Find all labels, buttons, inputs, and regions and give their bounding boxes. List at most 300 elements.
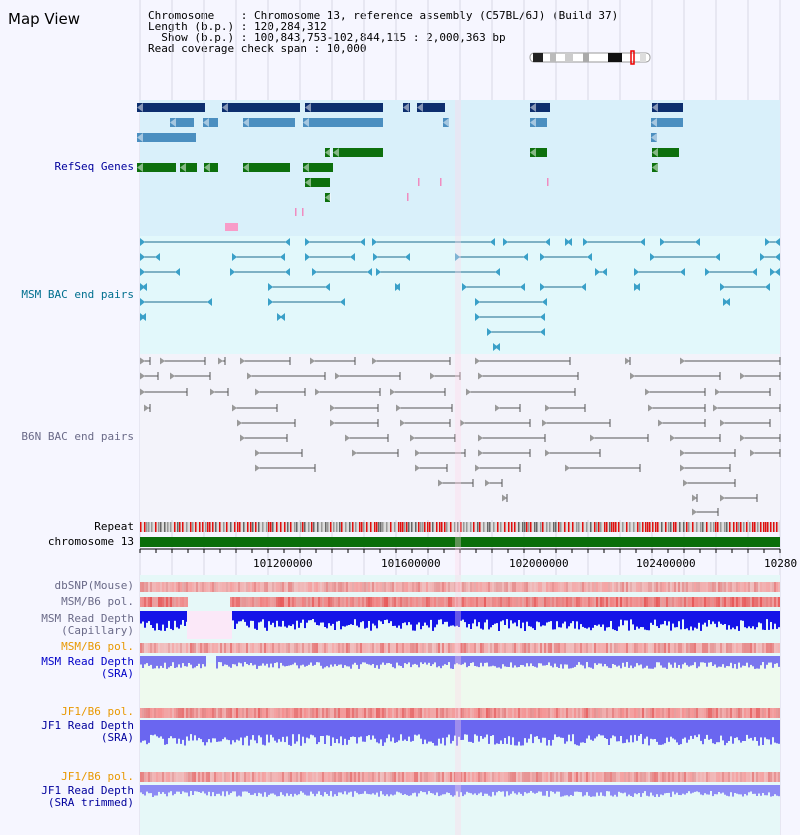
polymorphism-cell — [302, 772, 304, 782]
depth-bar — [632, 785, 634, 797]
depth-bar — [708, 720, 710, 740]
polymorphism-cell — [178, 708, 180, 718]
depth-bar — [768, 720, 770, 740]
polymorphism-cell — [452, 643, 454, 653]
polymorphism-cell — [266, 708, 268, 718]
polymorphism-cell — [278, 772, 280, 782]
polymorphism-cell — [668, 772, 670, 782]
depth-bar — [222, 720, 224, 739]
depth-bar — [328, 785, 330, 796]
depth-bar — [696, 611, 698, 629]
depth-bar — [388, 611, 390, 623]
polymorphism-cell — [288, 772, 290, 782]
polymorphism-cell — [586, 708, 588, 718]
depth-bar — [658, 611, 660, 628]
polymorphism-cell — [632, 708, 634, 718]
polymorphism-cell — [652, 772, 654, 782]
label-dbsnp[interactable]: dbSNP(Mouse) — [54, 579, 134, 592]
polymorphism-cell — [596, 643, 598, 653]
polymorphism-cell — [370, 772, 372, 782]
polymorphism-cell — [416, 582, 418, 592]
depth-bar — [298, 656, 300, 668]
polymorphism-cell — [560, 582, 562, 592]
label-msm-bac[interactable]: MSM BAC end pairs — [21, 288, 134, 301]
depth-bar — [552, 656, 554, 667]
depth-bar — [740, 656, 742, 668]
polymorphism-cell — [484, 772, 486, 782]
depth-bar — [620, 656, 622, 668]
depth-bar — [262, 611, 264, 619]
polymorphism-cell — [292, 643, 294, 653]
depth-bar — [364, 720, 366, 742]
depth-bar — [364, 656, 366, 663]
depth-bar — [674, 611, 676, 627]
depth-bar — [294, 656, 296, 663]
depth-bar — [506, 720, 508, 744]
depth-bar — [676, 785, 678, 793]
repeat-element — [186, 522, 188, 532]
polymorphism-cell — [408, 643, 410, 653]
polymorphism-cell — [194, 582, 196, 592]
depth-bar — [538, 656, 540, 663]
polymorphism-cell — [736, 708, 738, 718]
polymorphism-cell — [278, 643, 280, 653]
depth-bar — [650, 611, 652, 623]
label-msm-depth-sra[interactable]: MSM Read Depth (SRA) — [41, 655, 134, 680]
depth-bar — [730, 785, 732, 792]
polymorphism-cell — [328, 708, 330, 718]
polymorphism-cell — [372, 772, 374, 782]
repeat-element — [763, 522, 765, 532]
polymorphism-cell — [156, 708, 158, 718]
polymorphism-cell — [724, 772, 726, 782]
polymorphism-cell — [558, 643, 560, 653]
repeat-element — [518, 522, 520, 532]
depth-bar — [310, 720, 312, 735]
polymorphism-cell — [362, 582, 364, 592]
repeat-element — [524, 522, 526, 532]
depth-bar — [370, 656, 372, 665]
polymorphism-cell — [594, 582, 596, 592]
polymorphism-cell — [516, 597, 518, 607]
depth-bar — [174, 611, 176, 621]
depth-bar — [656, 611, 658, 626]
depth-bar — [388, 785, 390, 796]
depth-bar — [306, 720, 308, 738]
polymorphism-cell — [732, 772, 734, 782]
depth-bar — [182, 656, 184, 663]
depth-bar — [684, 785, 686, 795]
depth-bar — [516, 611, 518, 626]
repeat-element — [144, 522, 146, 532]
repeat-element — [726, 522, 728, 532]
polymorphism-cell — [752, 708, 754, 718]
label-repeat[interactable]: Repeat — [94, 520, 134, 533]
polymorphism-cell — [696, 582, 698, 592]
polymorphism-cell — [734, 708, 736, 718]
depth-bar — [368, 611, 370, 621]
depth-bar — [378, 656, 380, 669]
depth-bar — [396, 720, 398, 742]
polymorphism-cell — [594, 772, 596, 782]
polymorphism-cell — [576, 582, 578, 592]
polymorphism-cell — [152, 582, 154, 592]
depth-bar — [332, 656, 334, 667]
depth-bar — [194, 720, 196, 735]
depth-bar — [226, 785, 228, 791]
polymorphism-cell — [156, 597, 158, 607]
polymorphism-cell — [576, 643, 578, 653]
depth-bar — [600, 611, 602, 627]
polymorphism-cell — [354, 582, 356, 592]
polymorphism-cell — [366, 582, 368, 592]
depth-bar — [172, 720, 174, 738]
polymorphism-cell — [574, 582, 576, 592]
repeat-element — [345, 522, 347, 532]
depth-bar — [148, 785, 150, 793]
polymorphism-cell — [760, 772, 762, 782]
polymorphism-cell — [406, 643, 408, 653]
depth-bar — [436, 785, 438, 793]
polymorphism-cell — [348, 772, 350, 782]
polymorphism-cell — [518, 708, 520, 718]
depth-bar — [688, 720, 690, 740]
depth-bar — [302, 656, 304, 665]
polymorphism-cell — [332, 597, 334, 607]
polymorphism-cell — [180, 597, 182, 607]
depth-bar — [242, 785, 244, 792]
depth-bar — [742, 785, 744, 797]
polymorphism-cell — [344, 582, 346, 592]
polymorphism-cell — [748, 772, 750, 782]
depth-bar — [336, 785, 338, 796]
polymorphism-cell — [396, 643, 398, 653]
polymorphism-cell — [186, 597, 188, 607]
polymorphism-cell — [512, 597, 514, 607]
polymorphism-cell — [256, 643, 258, 653]
polymorphism-cell — [510, 772, 512, 782]
polymorphism-cell — [586, 582, 588, 592]
depth-bar — [466, 720, 468, 735]
polymorphism-cell — [550, 597, 552, 607]
polymorphism-cell — [672, 582, 674, 592]
polymorphism-cell — [542, 582, 544, 592]
depth-bar — [360, 656, 362, 664]
polymorphism-cell — [396, 597, 398, 607]
depth-bar — [570, 720, 572, 741]
depth-bar — [156, 785, 158, 796]
polymorphism-cell — [700, 597, 702, 607]
depth-bar — [182, 611, 184, 620]
label-jf1-depth-sra[interactable]: JF1 Read Depth (SRA) — [41, 719, 134, 744]
gene-block — [137, 103, 205, 112]
polymorphism-cell — [304, 582, 306, 592]
polymorphism-cell — [702, 772, 704, 782]
depth-bar — [772, 656, 774, 668]
chromosome-ideogram[interactable] — [530, 51, 650, 64]
depth-bar — [354, 785, 356, 791]
polymorphism-cell — [678, 597, 680, 607]
label-msm-pol-1[interactable]: MSM/B6 pol. — [61, 595, 134, 608]
depth-bar — [626, 656, 628, 662]
depth-bar — [750, 611, 752, 628]
polymorphism-cell — [218, 772, 220, 782]
depth-bar — [566, 611, 568, 629]
depth-bar — [290, 785, 292, 794]
polymorphism-cell — [584, 582, 586, 592]
polymorphism-cell — [756, 597, 758, 607]
depth-bar — [208, 785, 210, 792]
polymorphism-cell — [610, 643, 612, 653]
polymorphism-cell — [212, 772, 214, 782]
polymorphism-cell — [724, 582, 726, 592]
polymorphism-cell — [482, 708, 484, 718]
polymorphism-cell — [492, 708, 494, 718]
polymorphism-cell — [384, 643, 386, 653]
depth-bar — [530, 611, 532, 627]
depth-bar — [428, 785, 430, 791]
depth-bar — [188, 785, 190, 796]
depth-bar — [228, 785, 230, 795]
polymorphism-cell — [688, 582, 690, 592]
depth-bar — [330, 656, 332, 665]
label-jf1-pol-1[interactable]: JF1/B6 pol. — [61, 705, 134, 718]
polymorphism-cell — [450, 582, 452, 592]
depth-bar — [734, 611, 736, 629]
polymorphism-cell — [760, 708, 762, 718]
polymorphism-cell — [768, 772, 770, 782]
depth-bar — [376, 611, 378, 628]
polymorphism-cell — [696, 772, 698, 782]
polymorphism-cell — [410, 708, 412, 718]
polymorphism-cell — [738, 772, 740, 782]
polymorphism-cell — [494, 772, 496, 782]
depth-bar — [146, 611, 148, 623]
depth-bar — [434, 656, 436, 662]
polymorphism-cell — [244, 708, 246, 718]
depth-bar — [402, 656, 404, 668]
depth-bar — [776, 611, 778, 629]
polymorphism-cell — [368, 643, 370, 653]
repeat-element — [404, 522, 406, 532]
polymorphism-cell — [250, 597, 252, 607]
depth-bar — [716, 785, 718, 794]
depth-bar — [258, 720, 260, 735]
depth-bar — [260, 611, 262, 622]
polymorphism-cell — [630, 772, 632, 782]
repeat-element — [280, 522, 282, 532]
polymorphism-cell — [584, 772, 586, 782]
polymorphism-cell — [626, 708, 628, 718]
repeat-element — [706, 522, 708, 532]
depth-bar — [346, 785, 348, 795]
polymorphism-cell — [492, 772, 494, 782]
polymorphism-cell — [152, 772, 154, 782]
label-msm-pol-2[interactable]: MSM/B6 pol. — [61, 640, 134, 653]
polymorphism-cell — [772, 582, 774, 592]
polymorphism-cell — [628, 597, 630, 607]
repeat-element — [294, 522, 296, 532]
polymorphism-cell — [416, 708, 418, 718]
polymorphism-cell — [732, 597, 734, 607]
depth-bar — [674, 720, 676, 740]
repeat-element — [489, 522, 491, 532]
depth-bar — [344, 611, 346, 627]
depth-bar — [646, 611, 648, 630]
polymorphism-cell — [650, 772, 652, 782]
depth-bar — [764, 785, 766, 795]
polymorphism-cell — [260, 582, 262, 592]
depth-bar — [400, 656, 402, 666]
depth-bar — [772, 720, 774, 737]
polymorphism-cell — [746, 708, 748, 718]
polymorphism-cell — [598, 708, 600, 718]
polymorphism-cell — [746, 597, 748, 607]
polymorphism-cell — [768, 597, 770, 607]
depth-bar — [570, 785, 572, 795]
depth-bar — [638, 720, 640, 736]
depth-bar — [748, 611, 750, 626]
depth-bar — [622, 611, 624, 625]
label-b6n-bac[interactable]: B6N BAC end pairs — [21, 430, 134, 443]
polymorphism-cell — [576, 772, 578, 782]
repeat-element — [767, 522, 769, 532]
polymorphism-cell — [744, 643, 746, 653]
polymorphism-cell — [292, 597, 294, 607]
polymorphism-cell — [708, 708, 710, 718]
polymorphism-cell — [300, 708, 302, 718]
depth-bar — [146, 785, 148, 792]
depth-bar — [690, 611, 692, 627]
depth-bar — [306, 785, 308, 796]
polymorphism-cell — [678, 582, 680, 592]
depth-bar — [376, 720, 378, 742]
polymorphism-cell — [158, 643, 160, 653]
polymorphism-cell — [282, 582, 284, 592]
polymorphism-cell — [690, 597, 692, 607]
polymorphism-cell — [376, 772, 378, 782]
depth-bar — [628, 720, 630, 742]
polymorphism-cell — [566, 643, 568, 653]
polymorphism-cell — [684, 643, 686, 653]
polymorphism-cell — [314, 708, 316, 718]
depth-bar — [236, 720, 238, 740]
depth-bar — [740, 611, 742, 620]
polymorphism-cell — [426, 643, 428, 653]
depth-bar — [464, 720, 466, 734]
depth-bar — [448, 656, 450, 662]
label-msm-depth-capillary[interactable]: MSM Read Depth (Capillary) — [41, 612, 134, 637]
depth-bar — [662, 720, 664, 744]
polymorphism-cell — [528, 643, 530, 653]
polymorphism-cell — [474, 597, 476, 607]
depth-bar — [718, 656, 720, 667]
polymorphism-cell — [694, 772, 696, 782]
depth-bar — [390, 611, 392, 621]
polymorphism-cell — [730, 582, 732, 592]
depth-bar — [238, 611, 240, 621]
repeat-element — [673, 522, 675, 532]
polymorphism-cell — [436, 643, 438, 653]
label-refseq-genes[interactable]: RefSeq Genes — [54, 160, 134, 173]
depth-bar — [620, 720, 622, 736]
depth-bar — [692, 785, 694, 793]
depth-bar — [226, 720, 228, 740]
polymorphism-cell — [246, 708, 248, 718]
polymorphism-cell — [686, 643, 688, 653]
depth-bar — [596, 611, 598, 626]
depth-bar — [504, 785, 506, 797]
polymorphism-cell — [200, 643, 202, 653]
polymorphism-cell — [308, 643, 310, 653]
polymorphism-cell — [588, 772, 590, 782]
depth-bar — [632, 611, 634, 624]
polymorphism-cell — [604, 582, 606, 592]
polymorphism-cell — [716, 597, 718, 607]
depth-bar — [722, 611, 724, 625]
polymorphism-cell — [600, 643, 602, 653]
polymorphism-cell — [334, 708, 336, 718]
polymorphism-cell — [774, 643, 776, 653]
repeat-element — [243, 522, 245, 532]
page-title: Map View — [8, 10, 81, 28]
polymorphism-cell — [598, 643, 600, 653]
polymorphism-cell — [762, 772, 764, 782]
polymorphism-cell — [760, 643, 762, 653]
polymorphism-cell — [288, 708, 290, 718]
polymorphism-cell — [330, 582, 332, 592]
polymorphism-cell — [142, 643, 144, 653]
polymorphism-cell — [774, 582, 776, 592]
depth-bar — [602, 611, 604, 625]
polymorphism-cell — [634, 597, 636, 607]
polymorphism-cell — [404, 582, 406, 592]
polymorphism-cell — [308, 582, 310, 592]
polymorphism-cell — [284, 772, 286, 782]
depth-bar — [254, 785, 256, 793]
ruler-tick-label: 102400000 — [636, 557, 696, 570]
depth-bar — [648, 720, 650, 745]
depth-bar — [672, 656, 674, 668]
depth-bar — [602, 656, 604, 666]
polymorphism-cell — [342, 597, 344, 607]
depth-bar — [554, 720, 556, 734]
depth-bar — [654, 656, 656, 667]
polymorphism-cell — [704, 708, 706, 718]
depth-bar — [384, 720, 386, 742]
label-jf1-depth-trimmed[interactable]: JF1 Read Depth (SRA trimmed) — [41, 784, 134, 809]
depth-bar — [240, 656, 242, 663]
polymorphism-cell — [614, 772, 616, 782]
repeat-element — [564, 522, 566, 532]
depth-bar — [252, 785, 254, 795]
depth-bar — [324, 785, 326, 792]
polymorphism-cell — [264, 582, 266, 592]
polymorphism-cell — [604, 772, 606, 782]
polymorphism-cell — [418, 643, 420, 653]
polymorphism-cell — [178, 643, 180, 653]
depth-bar — [234, 720, 236, 742]
polymorphism-cell — [562, 772, 564, 782]
polymorphism-cell — [510, 708, 512, 718]
polymorphism-cell — [720, 597, 722, 607]
polymorphism-cell — [516, 643, 518, 653]
label-jf1-pol-2[interactable]: JF1/B6 pol. — [61, 770, 134, 783]
polymorphism-cell — [370, 582, 372, 592]
polymorphism-cell — [258, 708, 260, 718]
depth-bar — [614, 611, 616, 630]
depth-bar — [430, 785, 432, 793]
